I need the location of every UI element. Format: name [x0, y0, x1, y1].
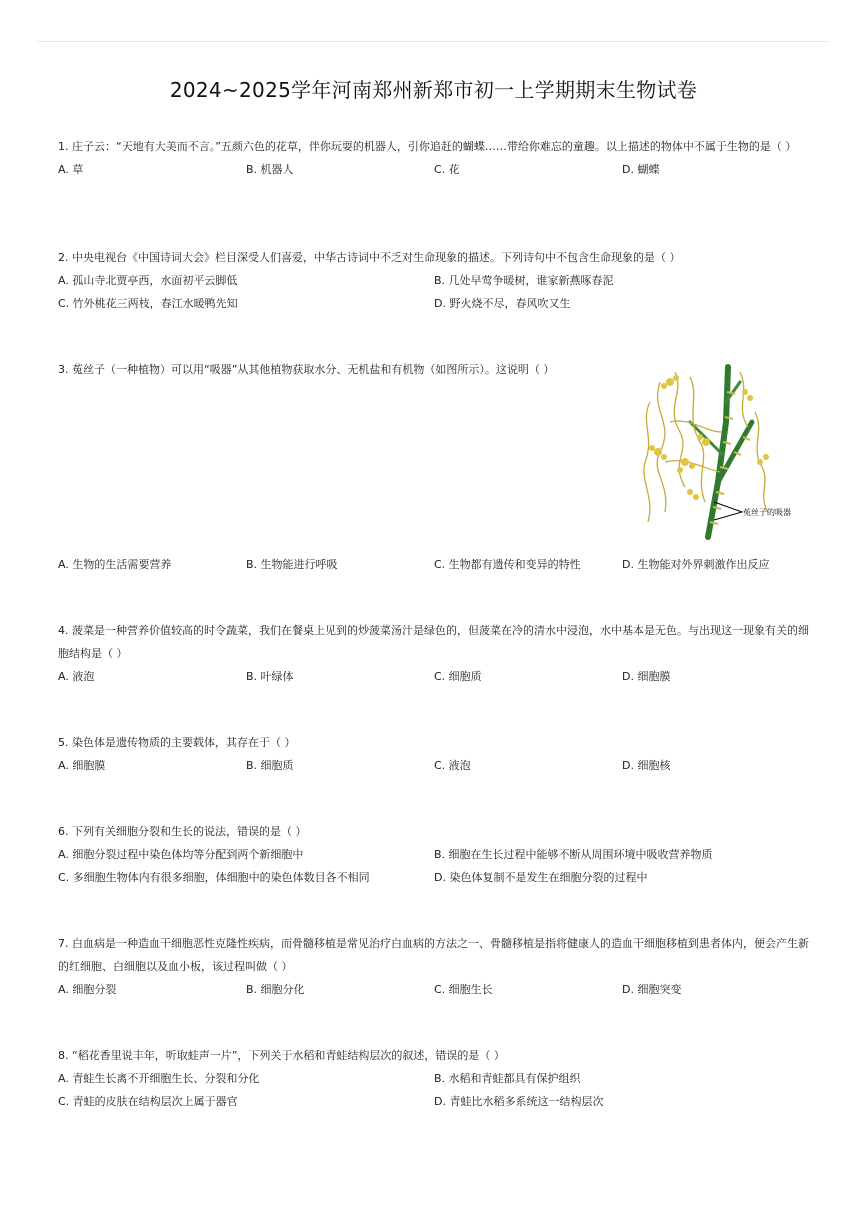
- option-b[interactable]: B. 细胞分化: [246, 983, 305, 996]
- question-2: [58, 246, 813, 315]
- header-divider: [38, 41, 828, 42]
- option-d[interactable]: D. 蝴蝶: [622, 163, 660, 176]
- option-b[interactable]: B. 生物能进行呼吸: [246, 558, 338, 571]
- option-b[interactable]: B. 细胞质: [246, 759, 294, 772]
- option-d[interactable]: D. 细胞核: [622, 759, 671, 772]
- option-a[interactable]: A. 生物的生活需要营养: [58, 558, 172, 571]
- question-stem: 1. 庄子云：“天地有大美而不言。”五颜六色的花草，伴你玩耍的机器人，引你追赶的蝴蝶……带给你难忘的童趣。以上描述的物体中不属于生物的是（ ）: [58, 140, 797, 153]
- question-stem: 8. “稻花香里说丰年，听取蛙声一片”，下列关于水稻和青蛙结构层次的叙述，错误的是（ ）: [58, 1049, 505, 1062]
- option-c[interactable]: C. 花: [434, 163, 460, 176]
- option-d[interactable]: D. 染色体复制不是发生在细胞分裂的过程中: [434, 871, 648, 884]
- option-d[interactable]: D. 细胞突变: [622, 983, 682, 996]
- options: [58, 158, 813, 181]
- dodder-plant-illustration: [630, 362, 810, 542]
- options: [58, 269, 813, 292]
- option-b[interactable]: B. 几处早莺争暖树，谁家新燕啄春泥: [434, 274, 614, 287]
- options: [58, 1090, 813, 1113]
- question-stem: 3. 菟丝子（一种植物）可以用“吸器”从其他植物获取水分、无机盐和有机物（如图所示）。这说明（ ）: [58, 363, 555, 376]
- options: [58, 754, 813, 777]
- options: [58, 553, 813, 576]
- options: [58, 978, 813, 1001]
- question-stem: 7. 白血病是一种造血干细胞恶性克隆性疾病，而骨髓移植是常见治疗白血病的方法之一、骨髓移植是指将健康人的造血干细胞移植到患者体内，便会产生新的红细胞、白细胞以及血小板，该过程叫做（ ）: [58, 937, 809, 973]
- question-5: [58, 731, 813, 777]
- question-7: [58, 932, 813, 1001]
- option-b[interactable]: B. 叶绿体: [246, 670, 294, 683]
- option-c[interactable]: C. 多细胞生物体内有很多细胞，体细胞中的染色体数目各不相同: [58, 871, 370, 884]
- question-4: [58, 619, 813, 688]
- option-c[interactable]: C. 青蛙的皮肤在结构层次上属于器官: [58, 1095, 238, 1108]
- option-a[interactable]: A. 草: [58, 163, 84, 176]
- option-b[interactable]: B. 细胞在生长过程中能够不断从周围环境中吸收营养物质: [434, 848, 713, 861]
- question-stem: 5. 染色体是遗传物质的主要载体，其存在于（ ）: [58, 736, 296, 749]
- question-3: [58, 358, 618, 381]
- option-c[interactable]: C. 生物都有遗传和变异的特性: [434, 558, 581, 571]
- question-stem: 4. 菠菜是一种营养价值较高的时令蔬菜，我们在餐桌上见到的炒菠菜汤汁是绿色的，但菠菜在冷的清水中浸泡，水中基本是无色。与出现这一现象有关的细胞结构是（ ）: [58, 624, 809, 660]
- option-c[interactable]: C. 竹外桃花三两枝，春江水暖鸭先知: [58, 297, 238, 310]
- option-a[interactable]: A. 细胞分裂过程中染色体均等分配到两个新细胞中: [58, 848, 304, 861]
- option-a[interactable]: A. 细胞分裂: [58, 983, 117, 996]
- option-c[interactable]: C. 细胞生长: [434, 983, 493, 996]
- page-title: 2024~2025学年河南郑州新郑市初一上学期期末生物试卷: [169, 78, 698, 102]
- figure-label: 菟丝子的吸器: [743, 508, 791, 517]
- option-b[interactable]: B. 水稻和青蛙都具有保护组织: [434, 1072, 581, 1085]
- option-a[interactable]: A. 孤山寺北贾亭西，水面初平云脚低: [58, 274, 238, 287]
- options: [58, 866, 813, 889]
- option-a[interactable]: A. 细胞膜: [58, 759, 106, 772]
- option-d[interactable]: D. 野火烧不尽，春风吹又生: [434, 297, 571, 310]
- dodder-figure: [630, 362, 810, 542]
- option-a[interactable]: A. 液泡: [58, 670, 95, 683]
- options: [58, 1067, 813, 1090]
- question-1: [58, 135, 813, 181]
- option-b[interactable]: B. 机器人: [246, 163, 294, 176]
- options: [58, 843, 813, 866]
- options: [58, 665, 813, 688]
- question-8: [58, 1044, 813, 1113]
- option-a[interactable]: A. 青蛙生长离不开细胞生长、分裂和分化: [58, 1072, 260, 1085]
- question-stem: 6. 下列有关细胞分裂和生长的说法，错误的是（ ）: [58, 825, 307, 838]
- option-c[interactable]: C. 液泡: [434, 759, 471, 772]
- question-6: [58, 820, 813, 889]
- option-d[interactable]: D. 生物能对外界刺激作出反应: [622, 558, 770, 571]
- option-d[interactable]: D. 细胞膜: [622, 670, 671, 683]
- option-d[interactable]: D. 青蛙比水稻多系统这一结构层次: [434, 1095, 604, 1108]
- question-stem: 2. 中央电视台《中国诗词大会》栏目深受人们喜爱，中华古诗词中不乏对生命现象的描述。下列诗句中不包含生命现象的是（ ）: [58, 251, 681, 264]
- options: [58, 292, 813, 315]
- option-c[interactable]: C. 细胞质: [434, 670, 482, 683]
- question-3-options: [58, 553, 813, 576]
